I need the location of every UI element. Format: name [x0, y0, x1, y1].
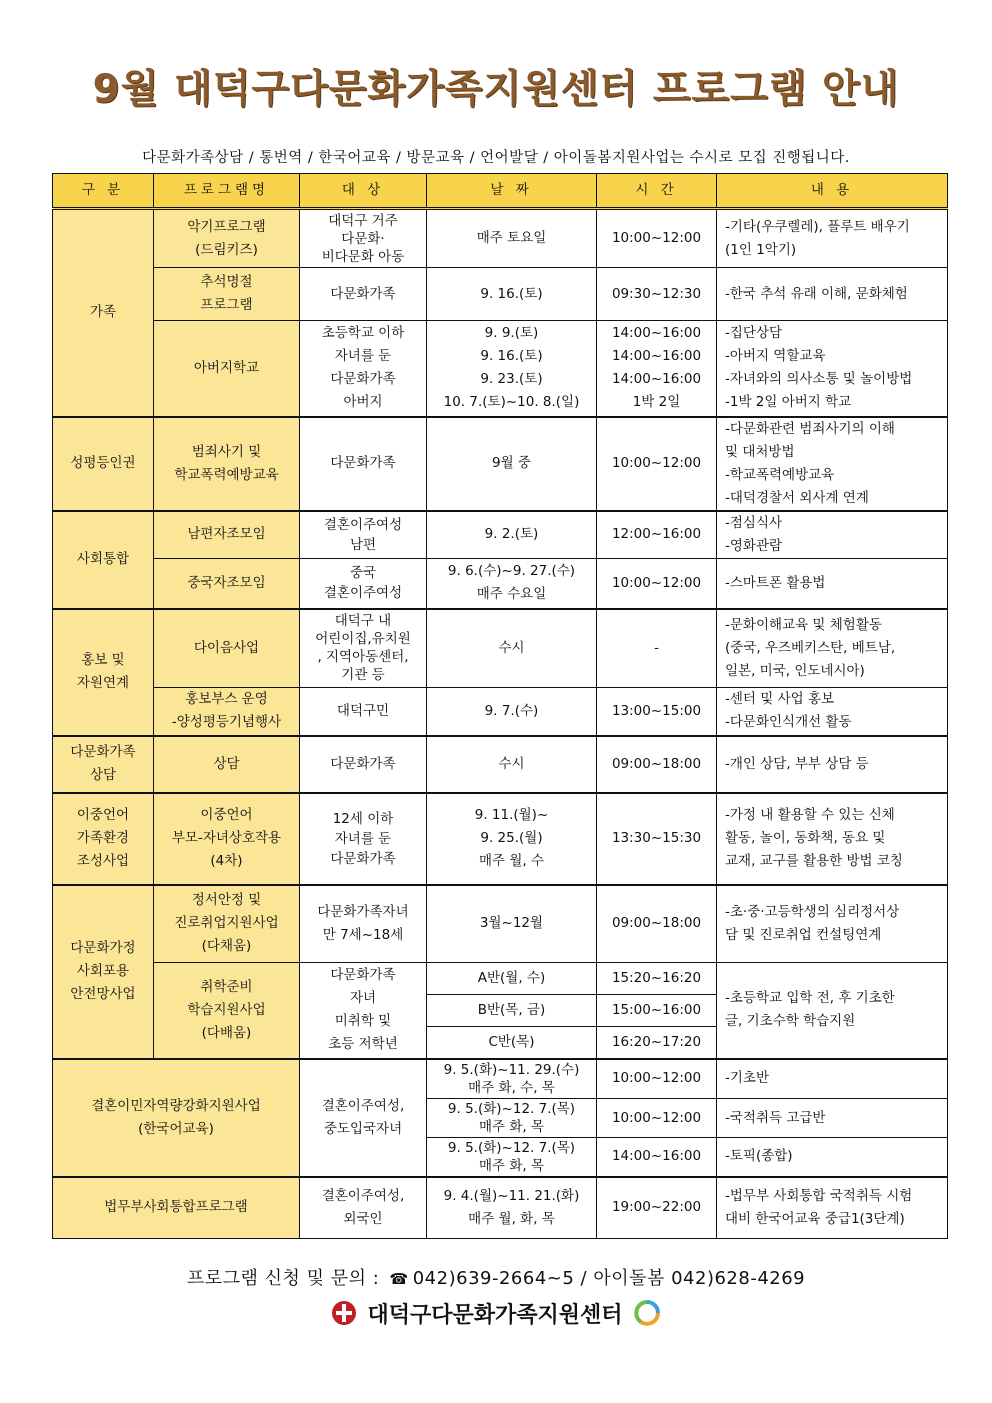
- content-line: -1박 2일 아버지 학교: [725, 394, 852, 411]
- content-cell: [717, 1099, 948, 1138]
- date-line: 9. 7.(수): [484, 702, 539, 719]
- contact-phone: 042)639-2664~5 / 아이돌봄 042)628-4269: [412, 1268, 806, 1289]
- content-cell: [717, 559, 948, 609]
- content-cell: [717, 1177, 948, 1239]
- target-cell: [300, 1059, 427, 1177]
- program-line: 부모-자녀상호작용: [171, 830, 282, 846]
- program-cell: [154, 209, 300, 268]
- content-line: -대덕경찰서 외사계 연계: [725, 489, 869, 506]
- category-line: 홍보 및: [81, 652, 125, 668]
- content-line: 일본, 미국, 인도네시아): [725, 662, 865, 679]
- date-line: 9. 5.(화)~12. 7.(목): [447, 1101, 576, 1117]
- target-cell: [300, 736, 427, 793]
- program-line: (다배움): [201, 1024, 252, 1041]
- date-line: A반(월, 수): [477, 970, 546, 986]
- date-cell: [427, 963, 597, 995]
- target-line: 결혼이주여성,: [321, 1187, 405, 1204]
- date-line: 9. 6.(수)~9. 27.(수): [447, 563, 576, 580]
- content-cell: [717, 963, 948, 1059]
- header-time: 시 간: [597, 174, 717, 209]
- date-line: 9. 2.(토): [484, 526, 539, 543]
- date-line: 9. 5.(화)~12. 7.(목): [447, 1139, 576, 1156]
- target-line: 자녀: [349, 990, 377, 1007]
- time-line: 10:00~12:00: [611, 230, 702, 246]
- target-line: 다문화가족: [330, 371, 396, 388]
- program-cell: [154, 793, 300, 885]
- content-line: -아버지 역할교육: [725, 348, 826, 365]
- program-line: 추석명절: [200, 274, 253, 290]
- program-line: 다이음사업: [193, 639, 260, 656]
- content-cell: [717, 511, 948, 559]
- target-line: 대덕구 내: [334, 613, 392, 630]
- target-cell: [300, 885, 427, 963]
- time-cell: [597, 559, 717, 609]
- date-line: 9. 11.(월)~: [474, 807, 549, 823]
- program-cell: [154, 688, 300, 736]
- time-cell: [597, 963, 717, 995]
- time-cell: [597, 885, 717, 963]
- target-line: 다문화가족: [330, 850, 396, 867]
- program-cell: [154, 268, 300, 321]
- category-cell: [53, 885, 154, 1059]
- center-name: 대덕구다문화가족지원센터: [367, 1302, 623, 1328]
- recruitment-notice: 다문화가족상담 / 통번역 / 한국어교육 / 방문교육 / 언어발달 / 아이돌봄지원사업는 수시로 모집 진행됩니다.: [142, 150, 850, 166]
- program-line: 진로취업지원사업: [174, 915, 279, 932]
- content-cell: [717, 609, 948, 688]
- program-line: (다채움): [201, 938, 252, 955]
- target-line: 다문화가족: [330, 285, 396, 302]
- table-row: [53, 511, 948, 559]
- time-line: 15:20~16:20: [611, 970, 702, 986]
- category-line: 다문화가족: [70, 744, 136, 760]
- time-line: 10:00~12:00: [611, 1109, 702, 1126]
- program-line: 악기프로그램: [187, 218, 266, 235]
- content-line: -센터 및 사업 홍보: [725, 691, 835, 708]
- table-row: [53, 417, 948, 511]
- content-line: -점심식사: [725, 514, 783, 531]
- date-line: 매주 화, 목: [478, 1157, 545, 1174]
- content-line: -가정 내 활용할 수 있는 신체: [725, 807, 895, 823]
- header-content: 내 용: [717, 174, 948, 209]
- target-line: 다문화가족: [330, 967, 396, 984]
- target-line: 비다문화 아동: [321, 248, 405, 265]
- category-cell: [53, 511, 154, 609]
- target-cell: [300, 559, 427, 609]
- content-cell: [717, 321, 948, 417]
- program-line: (4차): [210, 853, 243, 869]
- content-cell: [717, 417, 948, 511]
- program-line: (드림키즈): [195, 241, 258, 258]
- target-line: 다문화가족: [330, 455, 396, 471]
- program-cell: [154, 736, 300, 793]
- target-line: 결혼이주여성: [323, 516, 403, 533]
- date-line: 수시: [498, 639, 525, 656]
- content-line: (중국, 우즈베키스탄, 베트남,: [725, 639, 896, 656]
- date-cell: [427, 209, 597, 268]
- time-line: 10:00~12:00: [611, 574, 702, 591]
- target-line: 만 7세~18세: [322, 926, 404, 943]
- date-line: 수시: [498, 755, 525, 772]
- program-line: 이중언어: [200, 807, 253, 823]
- center-logo-icon: [633, 1299, 661, 1327]
- target-line: 초등 저학년: [328, 1036, 398, 1053]
- target-line: 중도입국자녀: [323, 1120, 403, 1137]
- date-line: 9. 25.(월): [480, 830, 543, 846]
- time-line: 12:00~16:00: [611, 526, 702, 543]
- table-row: [53, 609, 948, 688]
- content-line: 활동, 놀이, 동화책, 동요 및: [725, 830, 886, 846]
- target-line: 미취학 및: [334, 1013, 392, 1030]
- category-line: 가족: [89, 304, 117, 321]
- program-line: 정서안정 및: [191, 892, 262, 909]
- time-cell: [597, 793, 717, 885]
- category-line: 안전망사업: [70, 986, 136, 1002]
- category-cell: [53, 736, 154, 793]
- program-line: 프로그램: [200, 297, 253, 313]
- content-cell: [717, 209, 948, 268]
- category-line: 결혼이민자역량강화지원사업: [91, 1097, 261, 1114]
- program-cell: [154, 609, 300, 688]
- date-cell: [427, 885, 597, 963]
- target-cell: [300, 209, 427, 268]
- time-cell: [597, 995, 717, 1027]
- category-line: 가족환경: [76, 830, 130, 846]
- table-row: [53, 559, 948, 609]
- date-cell: [427, 736, 597, 793]
- target-line: 결혼이주여성,: [321, 1097, 405, 1114]
- time-cell: [597, 1177, 717, 1239]
- time-line: 15:00~16:00: [611, 1002, 702, 1018]
- program-line: 학교폭력예방교육: [174, 466, 279, 483]
- time-cell: [597, 1059, 717, 1099]
- header-program: 프로그램명: [154, 174, 300, 209]
- category-cell: [53, 417, 154, 511]
- date-line: 매주 화, 목: [478, 1119, 545, 1135]
- content-line: -법무부 사회통합 국적취득 시험: [725, 1187, 913, 1204]
- date-cell: [427, 793, 597, 885]
- time-line: 13:30~15:30: [611, 830, 702, 846]
- content-line: -스마트폰 활용법: [725, 574, 826, 591]
- category-line: 상담: [89, 767, 117, 783]
- content-cell: [717, 268, 948, 321]
- content-cell: [717, 1059, 948, 1099]
- table-row: [53, 321, 948, 417]
- content-line: -한국 추석 유래 이해, 문화체험: [725, 285, 908, 302]
- target-line: 12세 이하: [332, 810, 394, 827]
- phone-icon: ☎: [389, 1270, 409, 1288]
- table-row: [53, 209, 948, 268]
- target-line: 어린이집,유치원: [315, 631, 411, 648]
- contact-info: [0, 1264, 992, 1290]
- time-cell: [597, 1138, 717, 1177]
- category-line: 다문화가정: [70, 940, 136, 956]
- table-header-row: [53, 174, 948, 209]
- date-line: 9. 9.(토): [484, 325, 539, 342]
- program-cell: [154, 963, 300, 1059]
- content-line: -문화이해교육 및 체험활동: [725, 616, 882, 633]
- time-cell: [597, 1027, 717, 1059]
- time-cell: [597, 736, 717, 793]
- program-cell: [154, 885, 300, 963]
- program-line: -양성평등기념행사: [171, 714, 282, 731]
- program-cell: [154, 511, 300, 559]
- program-line: 학습지원사업: [187, 1001, 266, 1018]
- content-line: -자녀와의 의사소통 및 놀이방법: [725, 371, 913, 388]
- table-row: [53, 793, 948, 885]
- date-line: 9. 16.(토): [480, 348, 543, 365]
- category-line: 조성사업: [76, 853, 130, 869]
- target-line: 대덕구민: [336, 702, 390, 719]
- date-cell: [427, 511, 597, 559]
- content-cell: [717, 885, 948, 963]
- time-line: 19:00~22:00: [611, 1199, 702, 1216]
- category-cell: [53, 1177, 300, 1239]
- content-line: -영화관람: [725, 537, 783, 554]
- time-line: 14:00~16:00: [611, 325, 702, 342]
- target-cell: [300, 511, 427, 559]
- date-cell: [427, 1138, 597, 1177]
- category-line: 법무부사회통합프로그램: [104, 1199, 248, 1216]
- target-line: 결혼이주여성: [323, 585, 403, 602]
- page-title: 9월 대덕구다문화가족지원센터 프로그램 안내: [92, 67, 900, 112]
- category-line: 사회포용: [76, 963, 130, 979]
- date-line: 매주 화, 수, 목: [468, 1079, 555, 1096]
- program-line: 범죄사기 및: [191, 443, 262, 460]
- time-line: 09:00~18:00: [611, 755, 702, 772]
- date-cell: [427, 688, 597, 736]
- time-cell: [597, 209, 717, 268]
- catholic-cross-icon: [331, 1300, 357, 1326]
- target-cell: [300, 609, 427, 688]
- category-line: 사회통합: [76, 551, 130, 567]
- content-line: -다문화인식개선 활동: [725, 714, 852, 731]
- header-date: 날 짜: [427, 174, 597, 209]
- content-line: 교재, 교구를 활용한 방법 코칭: [725, 853, 903, 869]
- date-cell: [427, 417, 597, 511]
- date-line: C반(목): [488, 1033, 535, 1050]
- time-line: 10:00~12:00: [611, 455, 702, 471]
- time-cell: [597, 321, 717, 417]
- content-line: -학교폭력예방교육: [725, 466, 835, 483]
- category-cell: [53, 209, 154, 417]
- content-line: 글, 기초수학 학습지원: [725, 1013, 856, 1030]
- content-line: -집단상담: [725, 325, 783, 342]
- target-line: 남편: [349, 536, 377, 553]
- date-cell: [427, 1099, 597, 1138]
- date-cell: [427, 1059, 597, 1099]
- time-cell: [597, 268, 717, 321]
- target-line: 다문화가족: [330, 755, 396, 772]
- program-line: 아버지학교: [193, 359, 260, 376]
- content-line: -개인 상담, 부부 상담 등: [725, 755, 869, 772]
- date-line: 9. 23.(토): [480, 371, 543, 388]
- time-line: 09:00~18:00: [611, 915, 702, 932]
- date-line: B반(목, 금): [477, 1002, 546, 1018]
- target-cell: [300, 688, 427, 736]
- time-line: 09:30~12:30: [611, 285, 702, 302]
- time-line: -: [654, 639, 659, 656]
- target-line: 대덕구 거주: [328, 212, 398, 229]
- target-line: 중국: [349, 565, 377, 582]
- target-cell: [300, 963, 427, 1059]
- date-line: 10. 7.(토)~10. 8.(일): [443, 394, 580, 411]
- content-cell: [717, 1138, 948, 1177]
- content-line: -초·중·고등학생의 심리정서상: [725, 903, 900, 920]
- table-row: [53, 268, 948, 321]
- time-line: 14:00~16:00: [611, 1148, 702, 1165]
- header-target: 대 상: [300, 174, 427, 209]
- date-line: 9. 5.(화)~11. 29.(수): [443, 1061, 580, 1078]
- table-row: [53, 1059, 948, 1099]
- category-cell: [53, 609, 154, 736]
- time-line: 16:20~17:20: [611, 1033, 702, 1050]
- program-cell: [154, 321, 300, 417]
- content-line: -토픽(종합): [725, 1148, 793, 1165]
- time-cell: [597, 511, 717, 559]
- target-line: 다문화·: [341, 230, 385, 247]
- table-row: [53, 1177, 948, 1239]
- content-cell: [717, 736, 948, 793]
- target-line: 아버지: [343, 394, 383, 411]
- program-line: 상담: [213, 755, 240, 772]
- content-line: -기초반: [725, 1070, 769, 1087]
- content-line: 대비 한국어교육 중급1(3단계): [725, 1210, 905, 1227]
- target-cell: [300, 793, 427, 885]
- date-line: 9. 16.(토): [480, 285, 543, 302]
- time-line: 13:00~15:00: [611, 702, 702, 719]
- content-line: (1인 1악기): [725, 241, 797, 258]
- center-brand: [0, 1296, 992, 1330]
- content-cell: [717, 793, 948, 885]
- contact-prefix: 프로그램 신청 및 문의 :: [186, 1268, 380, 1289]
- program-line: 홍보부스 운영: [185, 691, 268, 708]
- content-line: -국적취득 고급반: [725, 1109, 826, 1126]
- time-line: 1박 2일: [632, 394, 681, 411]
- date-line: 매주 수요일: [476, 586, 547, 603]
- target-cell: [300, 321, 427, 417]
- target-line: 자녀를 둔: [334, 830, 392, 847]
- program-cell: [154, 559, 300, 609]
- program-line: 취학준비: [200, 978, 253, 995]
- date-line: 매주 월, 화, 목: [468, 1210, 555, 1227]
- time-line: 14:00~16:00: [611, 371, 702, 388]
- category-line: 이중언어: [76, 807, 130, 823]
- table-row: [53, 736, 948, 793]
- target-cell: [300, 1177, 427, 1239]
- target-line: 자녀를 둔: [334, 348, 392, 365]
- date-line: 3월~12월: [479, 915, 544, 932]
- date-cell: [427, 321, 597, 417]
- category-line: (한국어교육): [138, 1120, 214, 1137]
- table-row: [53, 885, 948, 963]
- date-line: 9. 4.(월)~11. 21.(화): [443, 1187, 580, 1204]
- date-line: 9월 중: [492, 455, 531, 471]
- program-cell: [154, 417, 300, 511]
- target-cell: [300, 268, 427, 321]
- date-cell: [427, 1177, 597, 1239]
- content-cell: [717, 688, 948, 736]
- date-line: 매주 토요일: [476, 230, 547, 246]
- date-cell: [427, 1027, 597, 1059]
- time-cell: [597, 609, 717, 688]
- time-cell: [597, 417, 717, 511]
- target-cell: [300, 417, 427, 511]
- target-line: , 지역아동센터,: [317, 649, 409, 666]
- table-row: [53, 963, 948, 995]
- category-cell: [53, 1059, 300, 1177]
- program-line: 남편자조모임: [187, 526, 266, 543]
- header-category: 구 분: [53, 174, 154, 209]
- time-cell: [597, 1099, 717, 1138]
- date-line: 매주 월, 수: [478, 853, 545, 869]
- table-row: [53, 688, 948, 736]
- date-cell: [427, 559, 597, 609]
- target-line: 초등학교 이하: [321, 325, 405, 342]
- category-cell: [53, 793, 154, 885]
- date-cell: [427, 268, 597, 321]
- target-line: 외국인: [343, 1210, 383, 1227]
- content-line: -기타(우쿠렐레), 플루트 배우기: [725, 218, 910, 235]
- content-line: 담 및 진로취업 컨설팅연계: [725, 926, 882, 943]
- program-table: [52, 173, 948, 1239]
- target-line: 기관 등: [341, 667, 385, 684]
- date-cell: [427, 995, 597, 1027]
- date-cell: [427, 609, 597, 688]
- time-line: 10:00~12:00: [611, 1070, 702, 1087]
- time-cell: [597, 688, 717, 736]
- category-line: 성평등인권: [70, 455, 136, 471]
- content-line: 및 대처방법: [725, 443, 795, 460]
- content-line: -다문화관련 범죄사기의 이해: [725, 420, 895, 437]
- target-line: 다문화가족자녀: [317, 903, 409, 920]
- category-line: 자원연계: [76, 675, 130, 691]
- content-line: -초등학교 입학 전, 후 기초한: [725, 990, 895, 1007]
- program-line: 중국자조모임: [187, 574, 266, 591]
- time-line: 14:00~16:00: [611, 348, 702, 365]
